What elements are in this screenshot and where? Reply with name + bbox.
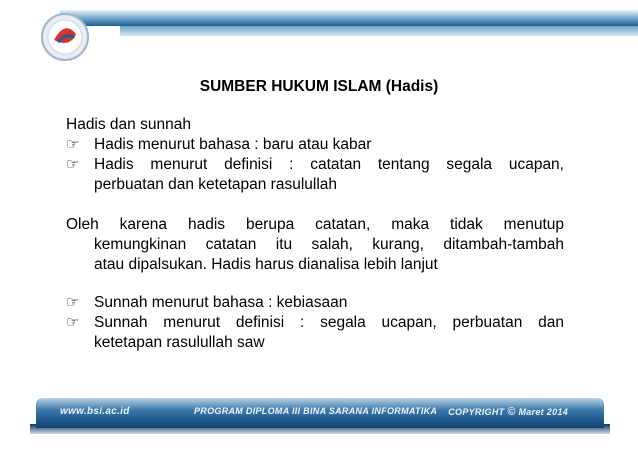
list-item [66,293,564,313]
footer-copyright [448,406,568,418]
pointing-hand-icon: ☞ [66,156,80,173]
list-item-continuation: ketetapan rasulullah saw [94,334,265,351]
pointing-hand-icon: ☞ [66,314,80,331]
list-item-text: Hadis menurut definisi : catatan tentang segala ucapan, [94,156,564,173]
header-stripe-lower [120,26,638,36]
list-item-body [94,313,564,353]
paragraph-line: Oleh karena hadis berupa catatan, maka tidak menutup [66,216,564,233]
copyright-label: COPYRIGHT [448,407,505,417]
footer-program: PROGRAM DIPLOMA III BINA SARANA INFORMATIKA [194,406,438,416]
header-banner [0,0,638,70]
list-item-text: Sunnah menurut definisi : segala ucapan, perbuatan dan [94,314,564,331]
pointing-hand-icon: ☞ [66,294,80,311]
paragraph-line: atau dipalsukan. Hadis harus dianalisa lebih lanjut [94,256,438,273]
header-stripe [60,10,638,26]
list-item [66,155,564,195]
footer-website: www.bsi.ac.id [60,406,130,417]
list-item [66,135,564,155]
footer-banner [36,398,604,428]
list-item-text: Sunnah menurut bahasa : kebiasaan [94,294,348,311]
paragraph-line: kemungkinan catatan itu salah, kurang, ditambah-tambah [94,236,564,253]
section-heading: Hadis dan sunnah [66,116,191,133]
copyright-icon: © [507,406,516,418]
list-item-continuation: perbuatan dan ketetapan rasulullah [94,176,338,193]
bsi-logo [40,12,90,62]
copyright-date: Maret 2014 [518,407,568,417]
pointing-hand-icon: ☞ [66,136,80,153]
list-item-text: Hadis menurut bahasa : baru atau kabar [94,136,372,153]
slide-title: SUMBER HUKUM ISLAM (Hadis) [199,78,439,95]
list-item-body [94,155,564,195]
slide-body [66,115,564,353]
list-item [66,313,564,353]
